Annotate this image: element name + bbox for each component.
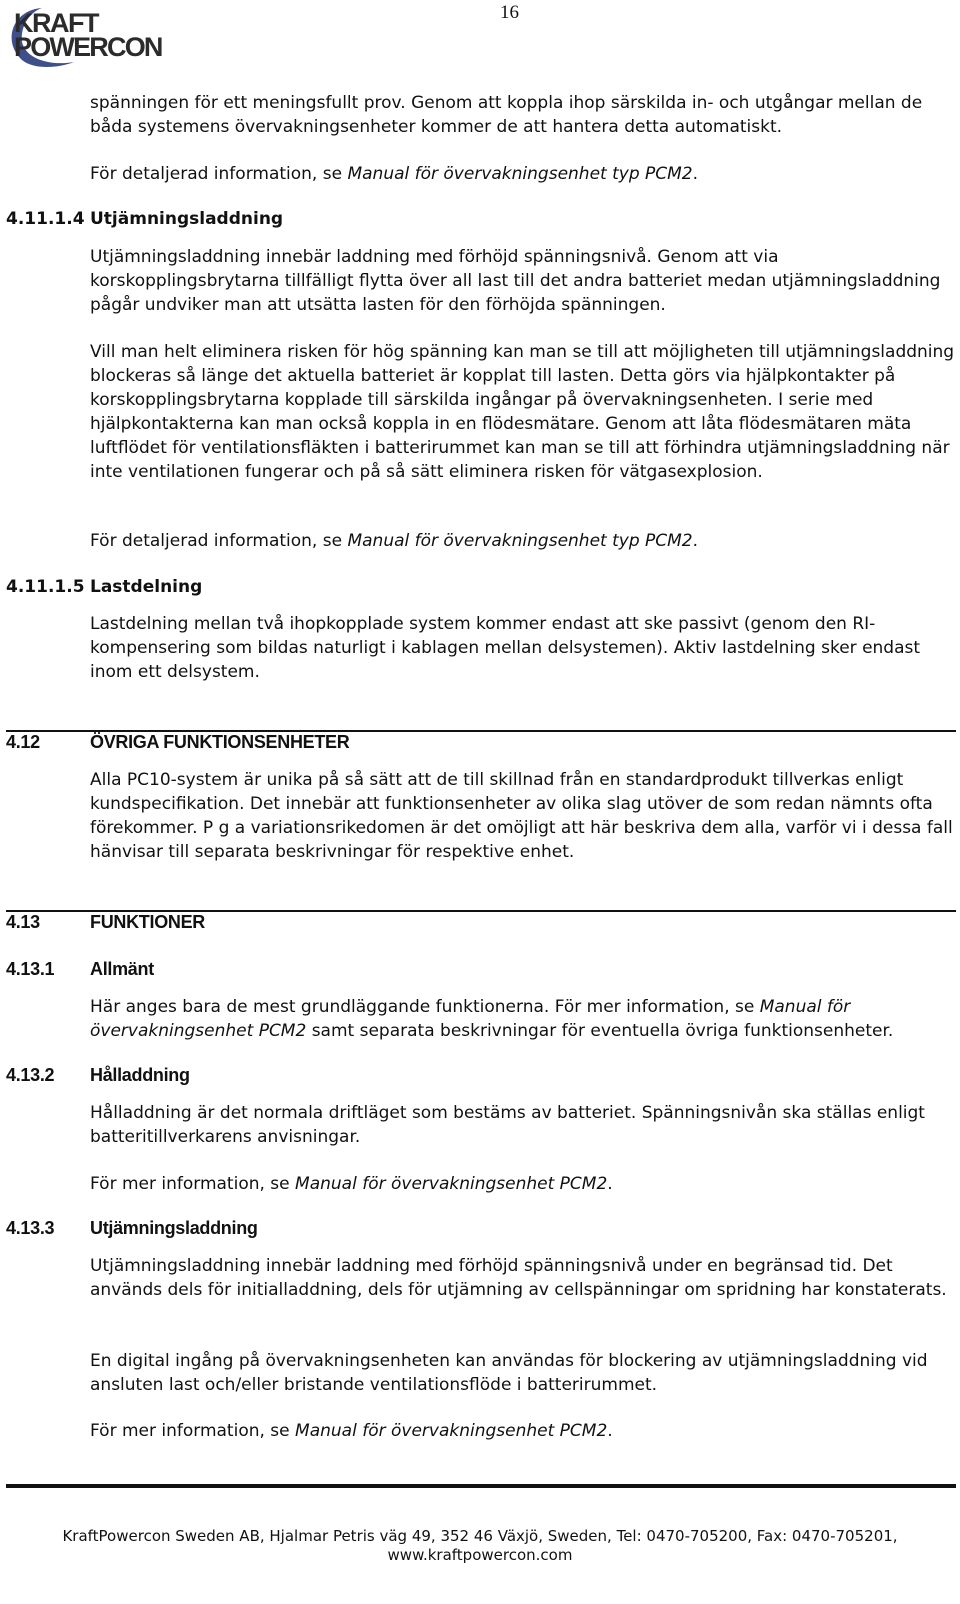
manual-reference: Manual för övervakningsenhet typ PCM2 bbox=[347, 531, 693, 551]
logo-line1: KRAFT bbox=[14, 8, 98, 38]
manual-reference: Manual för övervakningsenhet PCM2 bbox=[90, 997, 851, 1041]
section-number-4-13: 4.13 bbox=[6, 912, 40, 932]
manual-reference: Manual för övervakningsenhet PCM2 bbox=[295, 1174, 608, 1194]
section-title-ovriga-funktionsenheter: ÖVRIGA FUNKTIONSENHETER bbox=[90, 732, 350, 752]
paragraph-digital-ingang: En digital ingång på övervakningsenheten kan användas för blockering av utjämningsladdning vid ansluten last och/eller bristande ventilationsflöde i batterirummet. bbox=[90, 1351, 928, 1395]
section-number-4-13-3: 4.13.3 bbox=[6, 1218, 55, 1238]
kraftpowercon-logo bbox=[4, 2, 174, 70]
paragraph-eliminera-risk: Vill man helt eliminera risken för hög spänning kan man se till att möjligheten till utjämningsladdning blockeras så länge det aktuella batteriet är kopplat till lasten. Detta görs via hjälpkontakter på korskopplingsbrytarna kopplade till särskilda ingångar på övervakningsenheten. I serie med hjälpkontakterna kan man också koppla in en flödesmätare. Genom att låta flödesmätaren mäta luftflödet för ventilationsfläkten i batterirummet kan man se till att förhindra utjämningsladdning när inte ventilationen fungerar och på så sätt eliminera risken för vätgasexplosion. bbox=[90, 342, 955, 482]
paragraph-reference-1: För detaljerad information, se Manual för övervakningsenhet typ PCM2. bbox=[90, 164, 699, 184]
paragraph-utjamning-tid: Utjämningsladdning innebär laddning med förhöjd spänningsnivå under en begränsad tid. Det används dels för initialladdning, dels för utjämning av cellspänningar om spridning har konstaterats. bbox=[90, 1256, 947, 1300]
footer-divider bbox=[6, 1484, 956, 1488]
footer-website[interactable]: www.kraftpowercon.com bbox=[387, 1546, 573, 1564]
paragraph-pc10-system: Alla PC10-system är unika på så sätt att de till skillnad från en standardprodukt tillverkas enligt kundspecifikation. Det innebär att funktionsenheter av olika slag utöver de som redan nämnts ofta förekommer. P g a variationsrikedomen är det omöjligt att här beskriva dem alla, varför vi i dessa fall hänvisar till separata beskrivningar för respektive enhet. bbox=[90, 770, 953, 862]
section-title-utjamningsladdning: Utjämningsladdning bbox=[90, 1218, 258, 1238]
section-number-4-13-1: 4.13.1 bbox=[6, 959, 55, 979]
section-title-halladdning: Hålladdning bbox=[90, 1065, 190, 1085]
section-title-allmant: Allmänt bbox=[90, 959, 154, 979]
paragraph-lastdelning: Lastdelning mellan två ihopkopplade system kommer endast att ske passivt (genom den RI-kompensering som bildas naturligt i kablagen mellan delsystemen). Aktiv lastdelning sker endast inom ett delsystem. bbox=[90, 614, 921, 682]
manual-reference: Manual för övervakningsenhet typ PCM2 bbox=[347, 164, 693, 184]
heading-utjamningsladdning: Utjämningsladdning bbox=[90, 209, 284, 229]
paragraph-reference-2: För detaljerad information, se Manual för övervakningsenhet typ PCM2. bbox=[90, 531, 699, 551]
paragraph-halladdning: Hålladdning är det normala driftläget som bestäms av batteriet. Spänningsnivån ska ställas enligt batteritillverkarens anvisningar. bbox=[90, 1103, 925, 1147]
section-number-4-13-2: 4.13.2 bbox=[6, 1065, 55, 1085]
manual-reference: Manual för övervakningsenhet PCM2 bbox=[295, 1421, 608, 1441]
paragraph-utjamning: Utjämningsladdning innebär laddning med förhöjd spänningsnivå. Genom att via korskopplingsbrytarna tillfälligt flytta över all last till det andra batteriet medan utjämningsladdning pågår undviker man att utsätta lasten för den förhöjda spänningen. bbox=[90, 247, 941, 315]
logo-line2: POWERCON bbox=[14, 32, 162, 62]
section-title-funktioner: FUNKTIONER bbox=[90, 912, 205, 932]
paragraph-intro: spänningen för ett meningsfullt prov. Genom att koppla ihop särskilda in- och utgångar mellan de båda systemens övervakningsenheter kommer de att hantera detta automatiskt. bbox=[90, 93, 923, 137]
heading-number-4-11-1-4: 4.11.1.4 bbox=[6, 209, 85, 229]
heading-lastdelning: Lastdelning bbox=[90, 577, 203, 597]
paragraph-allmant: Här anges bara de mest grundläggande funktionerna. För mer information, se Manual för övervakningsenhet PCM2 samt separata beskrivningar för eventuella övriga funktionsenheter. bbox=[90, 997, 894, 1041]
paragraph-reference-3: För mer information, se Manual för övervakningsenhet PCM2. bbox=[90, 1174, 613, 1194]
heading-number-4-11-1-5: 4.11.1.5 bbox=[6, 577, 85, 597]
paragraph-reference-4: För mer information, se Manual för övervakningsenhet PCM2. bbox=[90, 1421, 613, 1441]
section-number-4-12: 4.12 bbox=[6, 732, 40, 752]
page-number: 16 bbox=[500, 2, 519, 23]
footer-address: KraftPowercon Sweden AB, Hjalmar Petris väg 49, 352 46 Växjö, Sweden, Tel: 0470-705200, Fax: 0470-705201, bbox=[62, 1527, 898, 1545]
